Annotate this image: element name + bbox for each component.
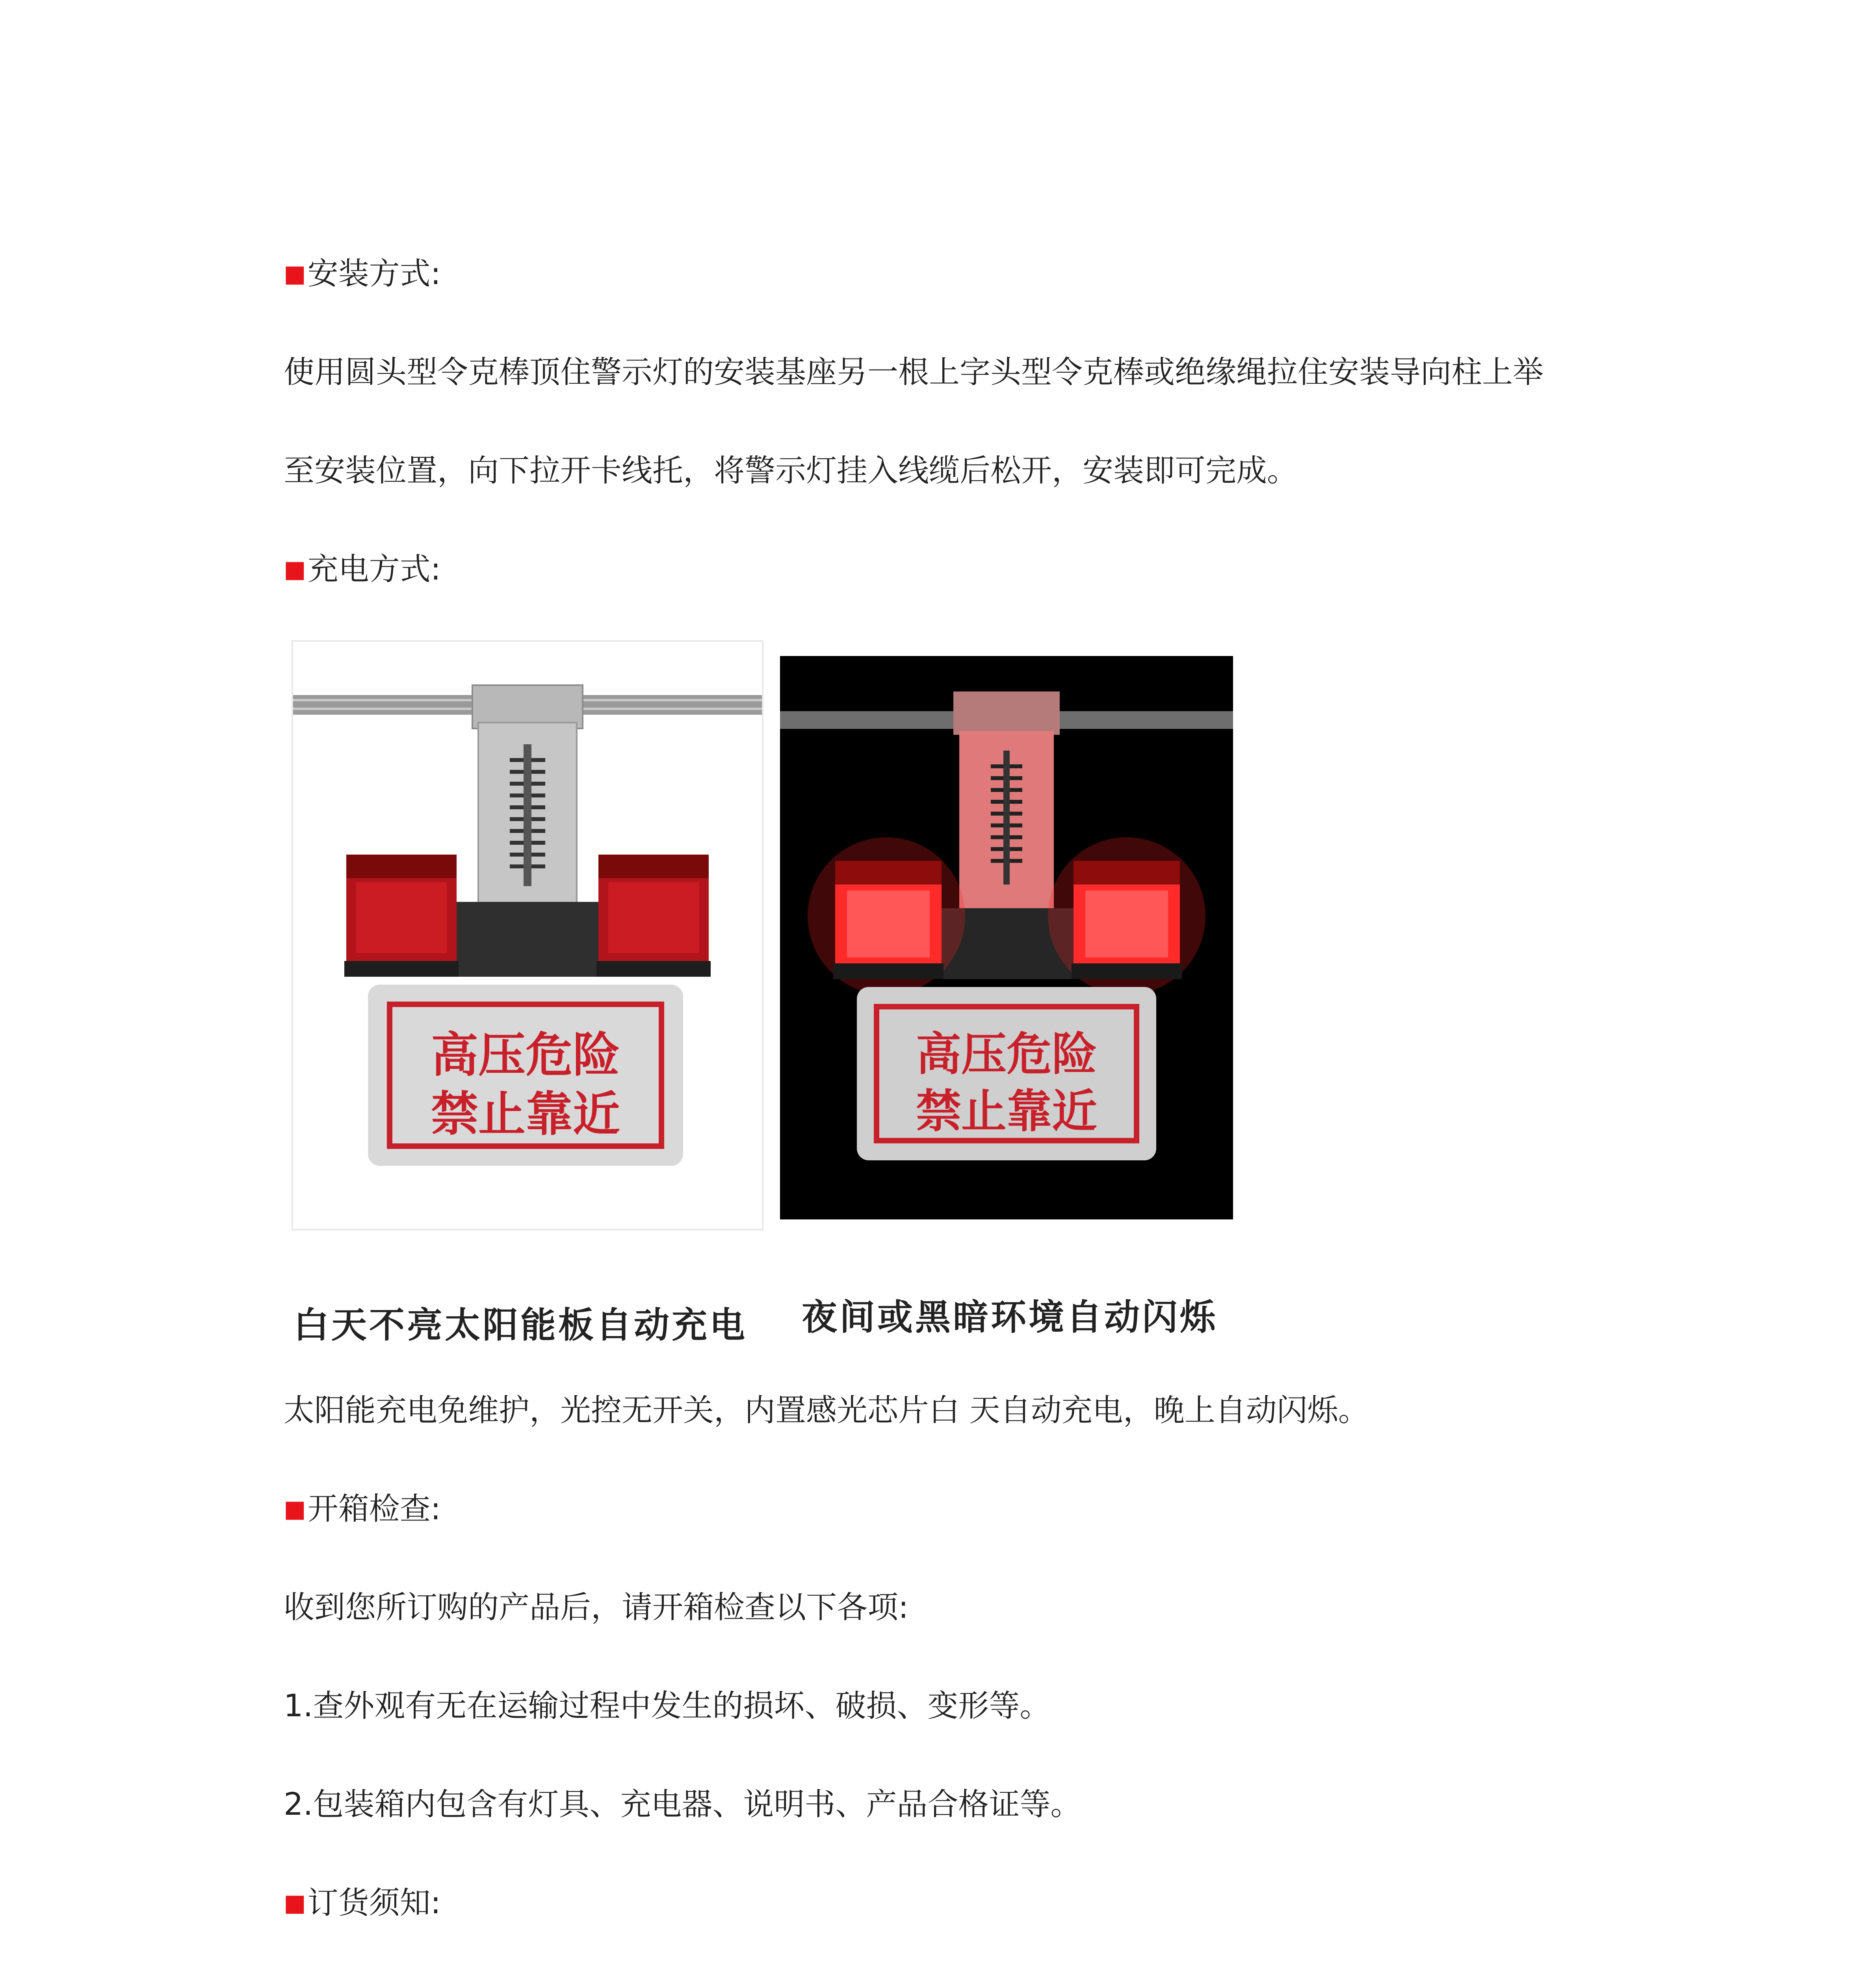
unbox-item-2: 2.包装箱内包含有灯具、充电器、说明书、产品合格证等。 bbox=[284, 1787, 1081, 1822]
day-warning-light-illustration bbox=[293, 642, 762, 1229]
install-text-line-2: 至安装位置，向下拉开卡线托，将警示灯挂入线缆后松开，安装即可完成。 bbox=[284, 453, 1298, 489]
day-caption: 白天不亮太阳能板自动充电 bbox=[293, 1305, 747, 1346]
day-sign-line-1: 高压危险 bbox=[431, 1028, 620, 1083]
unbox-heading bbox=[284, 1489, 441, 1529]
unbox-heading-text: 开箱检查: bbox=[307, 1491, 441, 1527]
order-heading bbox=[284, 1883, 441, 1923]
bullet-icon: ■ bbox=[284, 1889, 306, 1917]
install-heading bbox=[284, 254, 441, 294]
bullet-icon: ■ bbox=[284, 260, 306, 288]
charge-text: 太阳能充电免维护，光控无开关，内置感光芯片白 天自动充电，晚上自动闪烁。 bbox=[284, 1393, 1369, 1428]
unbox-intro: 收到您所订购的产品后，请开箱检查以下各项: bbox=[284, 1590, 909, 1625]
night-warning-light-illustration bbox=[780, 656, 1233, 1219]
install-heading-text: 安装方式: bbox=[307, 256, 441, 292]
day-product-photo bbox=[292, 640, 763, 1230]
install-text-line-1: 使用圆头型令克棒顶住警示灯的安装基座另一根上字头型令克棒或绝缘绳拉住安装导向柱上举 bbox=[284, 355, 1544, 390]
bullet-icon: ■ bbox=[284, 1495, 306, 1523]
bullet-icon: ■ bbox=[284, 556, 306, 583]
charge-heading bbox=[284, 550, 441, 589]
night-caption: 夜间或黑暗环境自动闪烁 bbox=[802, 1297, 1218, 1338]
day-sign-line-2: 禁止靠近 bbox=[431, 1087, 620, 1142]
night-sign-line-2: 禁止靠近 bbox=[916, 1085, 1098, 1138]
charge-heading-text: 充电方式: bbox=[307, 552, 441, 587]
night-product-photo bbox=[780, 656, 1233, 1219]
unbox-item-1: 1.查外观有无在运输过程中发生的损坏、破损、变形等。 bbox=[284, 1688, 1051, 1724]
order-heading-text: 订货须知: bbox=[307, 1885, 441, 1921]
night-sign-line-1: 高压危险 bbox=[916, 1028, 1098, 1081]
